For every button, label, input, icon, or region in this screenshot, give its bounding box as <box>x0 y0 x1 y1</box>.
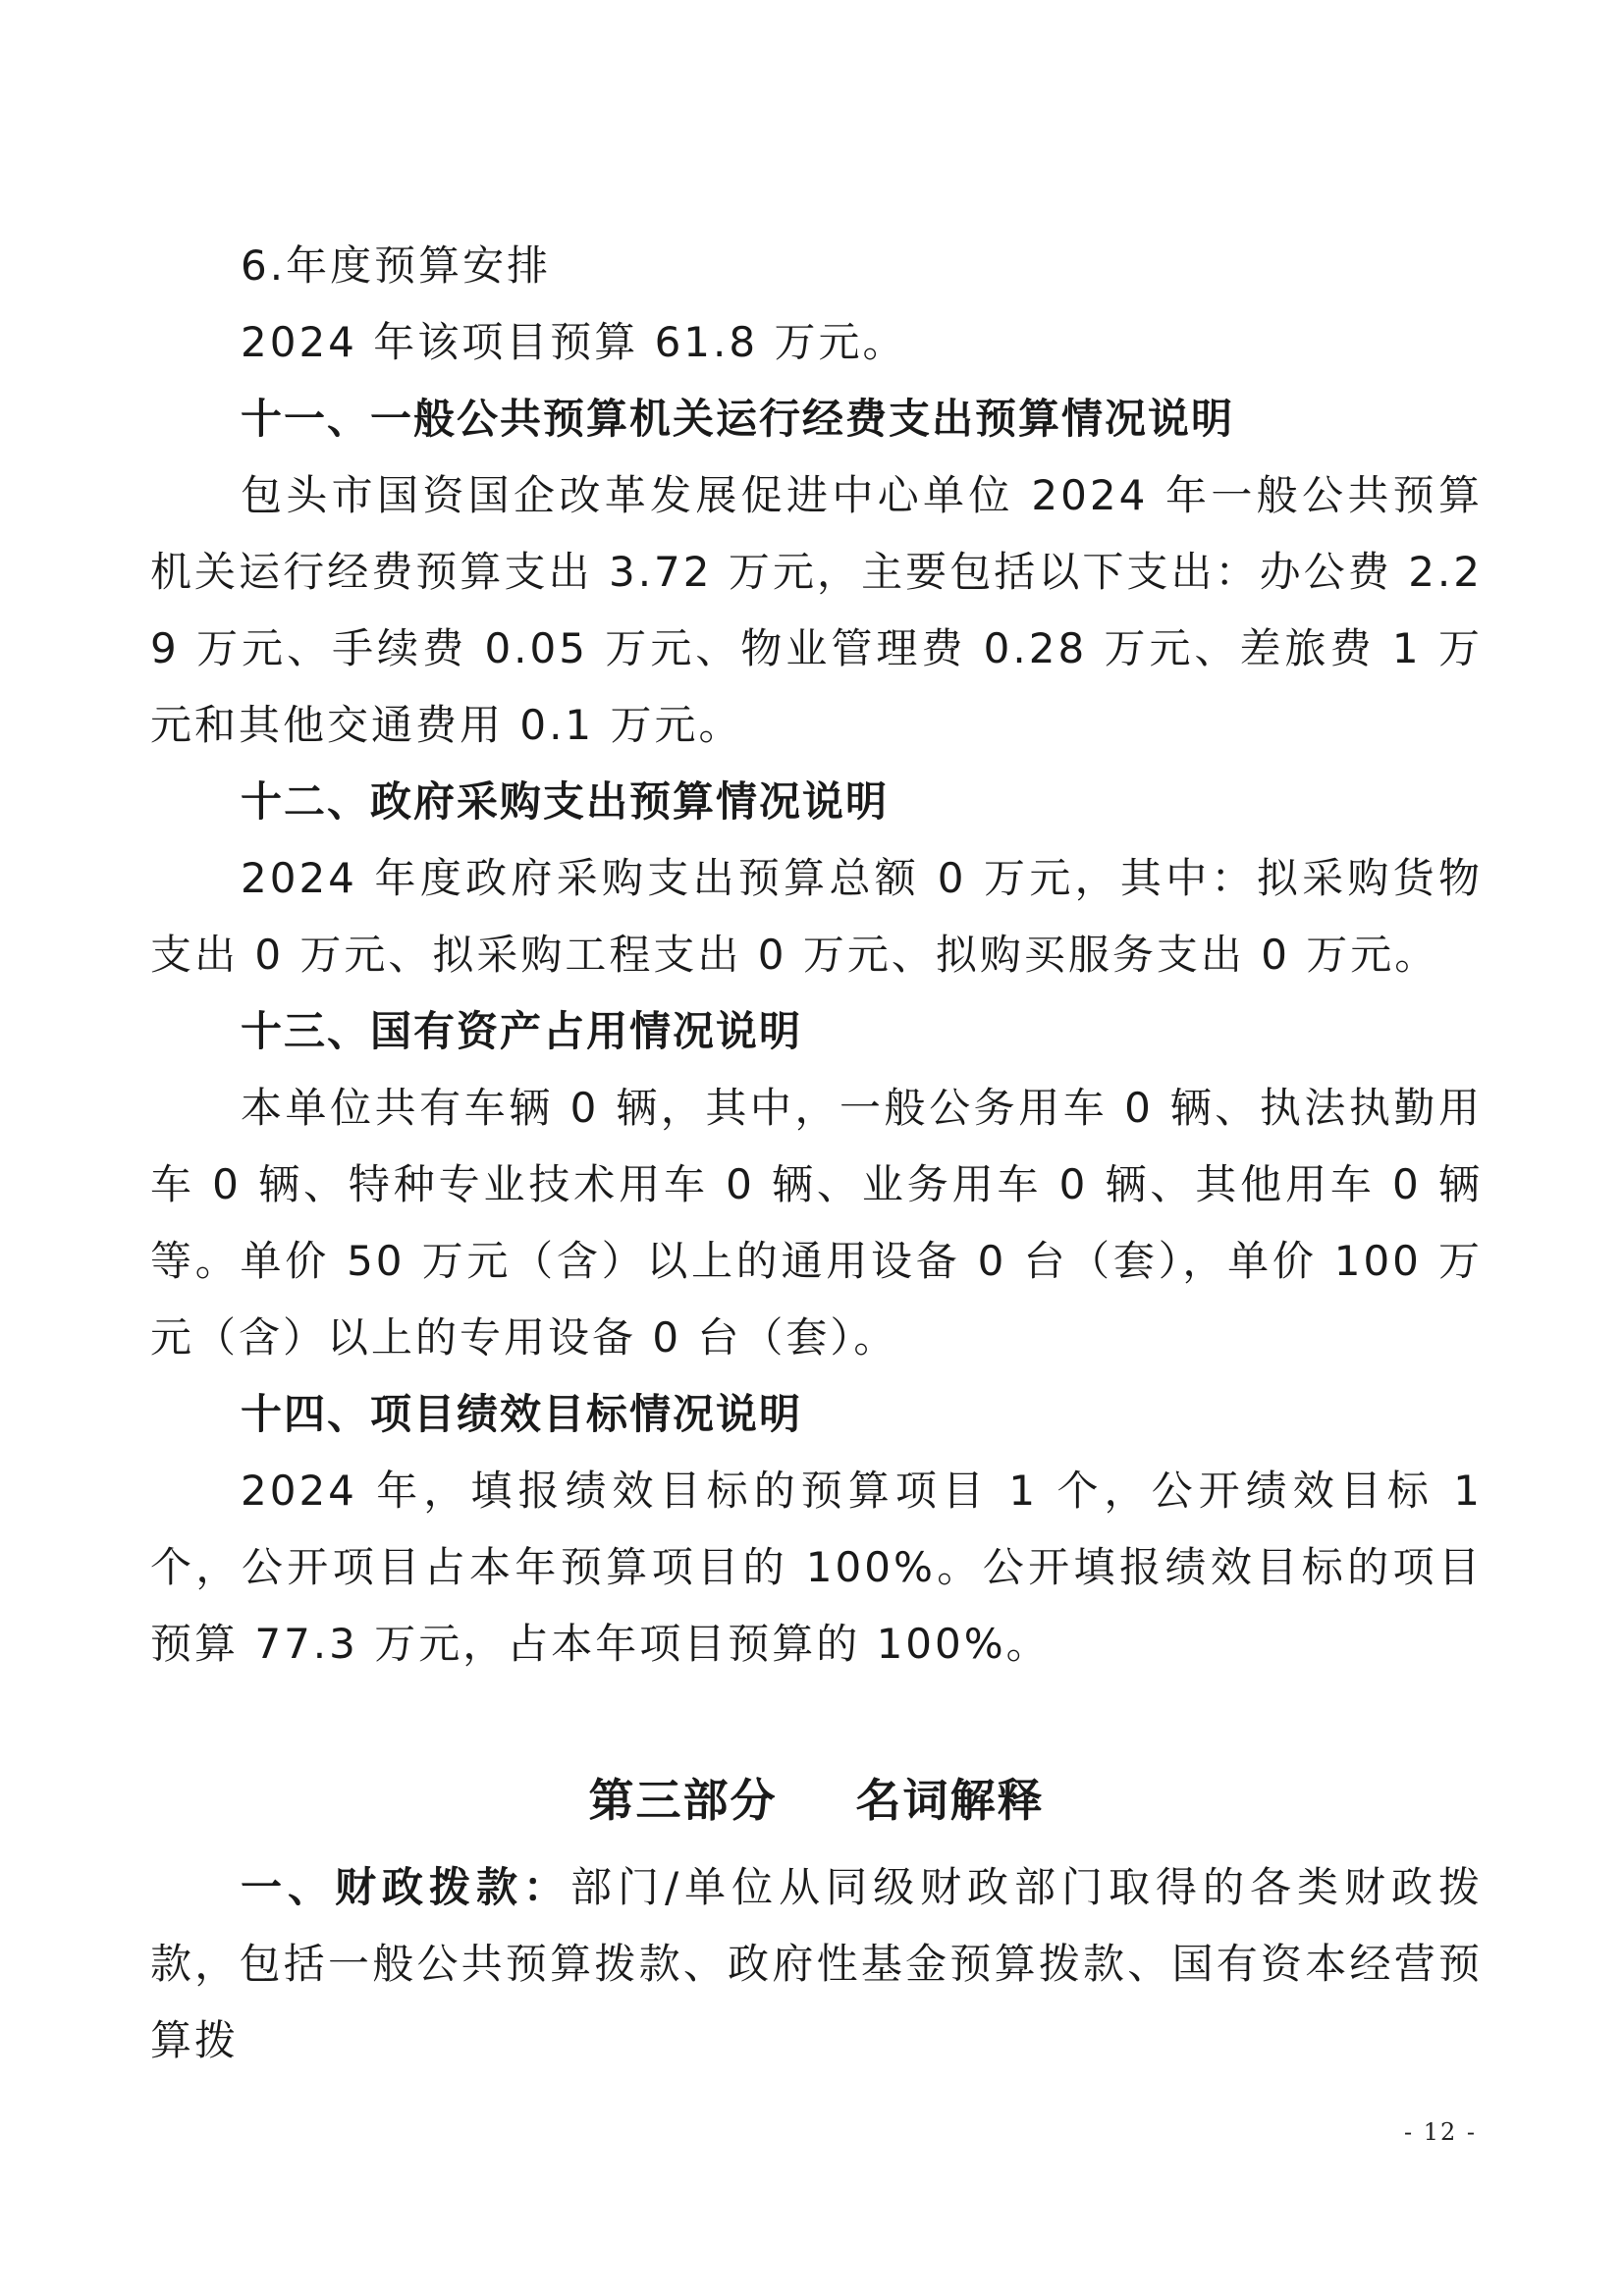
section-14-body: 2024 年，填报绩效目标的预算项目 1 个，公开绩效目标 1 个，公开项目占本年预算项目的 100%。公开填报绩效目标的项目预算 77.3 万元，占本年项目预算的 100%。 <box>150 1467 1483 1668</box>
section-14-heading: 十四、项目绩效目标情况说明 <box>241 1390 803 1438</box>
section-12-body: 2024 年度政府采购支出预算总额 0 万元，其中：拟采购货物支出 0 万元、拟采购工程支出 0 万元、拟购买服务支出 0 万元。 <box>150 854 1483 979</box>
term-1-body: 部门/单位从同级财政部门取得的各类财政拨款，包括一般公共预算拨款、政府性基金预算拨款、国有资本经营预算拨 <box>150 1863 1483 2064</box>
section-13-heading: 十三、国有资产占用情况说明 <box>241 1007 803 1055</box>
term-1-label: 一、财政拨款： <box>241 1863 570 1911</box>
section-13-body: 本单位共有车辆 0 辆，其中，一般公务用车 0 辆、执法执勤用车 0 辆、特种专业技术用车 0 辆、业务用车 0 辆、其他用车 0 辆等。单价 50 万元（含）以上的通用设备 0 台（套），单价 100 万元（含）以上的专用设备 0 台（套）。 <box>150 1084 1483 1362</box>
section-11-body: 包头市国资国企改革发展促进中心单位 2024 年一般公共预算机关运行经费预算支出 3.72 万元，主要包括以下支出：办公费 2.29 万元、手续费 0.05 万元、物业管理费 0.28 万元、差旅费 1 万元和其他交通费用 0.1 万元。 <box>150 471 1483 749</box>
section-6-title: 6.年度预算安排 <box>241 241 552 290</box>
part-3-title-number: 第三部分 <box>588 1774 778 1827</box>
section-6-body: 2024 年该项目预算 61.8 万元。 <box>241 318 907 366</box>
page-content <box>150 228 1483 2079</box>
section-12-heading: 十二、政府采购支出预算情况说明 <box>241 777 890 826</box>
section-11-heading: 十一、一般公共预算机关运行经费支出预算情况说明 <box>241 395 1235 443</box>
term-1-paragraph <box>150 1849 1483 2079</box>
part-3-title <box>150 1761 1483 1840</box>
page-number: - 12 - <box>1403 2118 1477 2146</box>
part-3-title-text: 名词解释 <box>855 1774 1045 1827</box>
